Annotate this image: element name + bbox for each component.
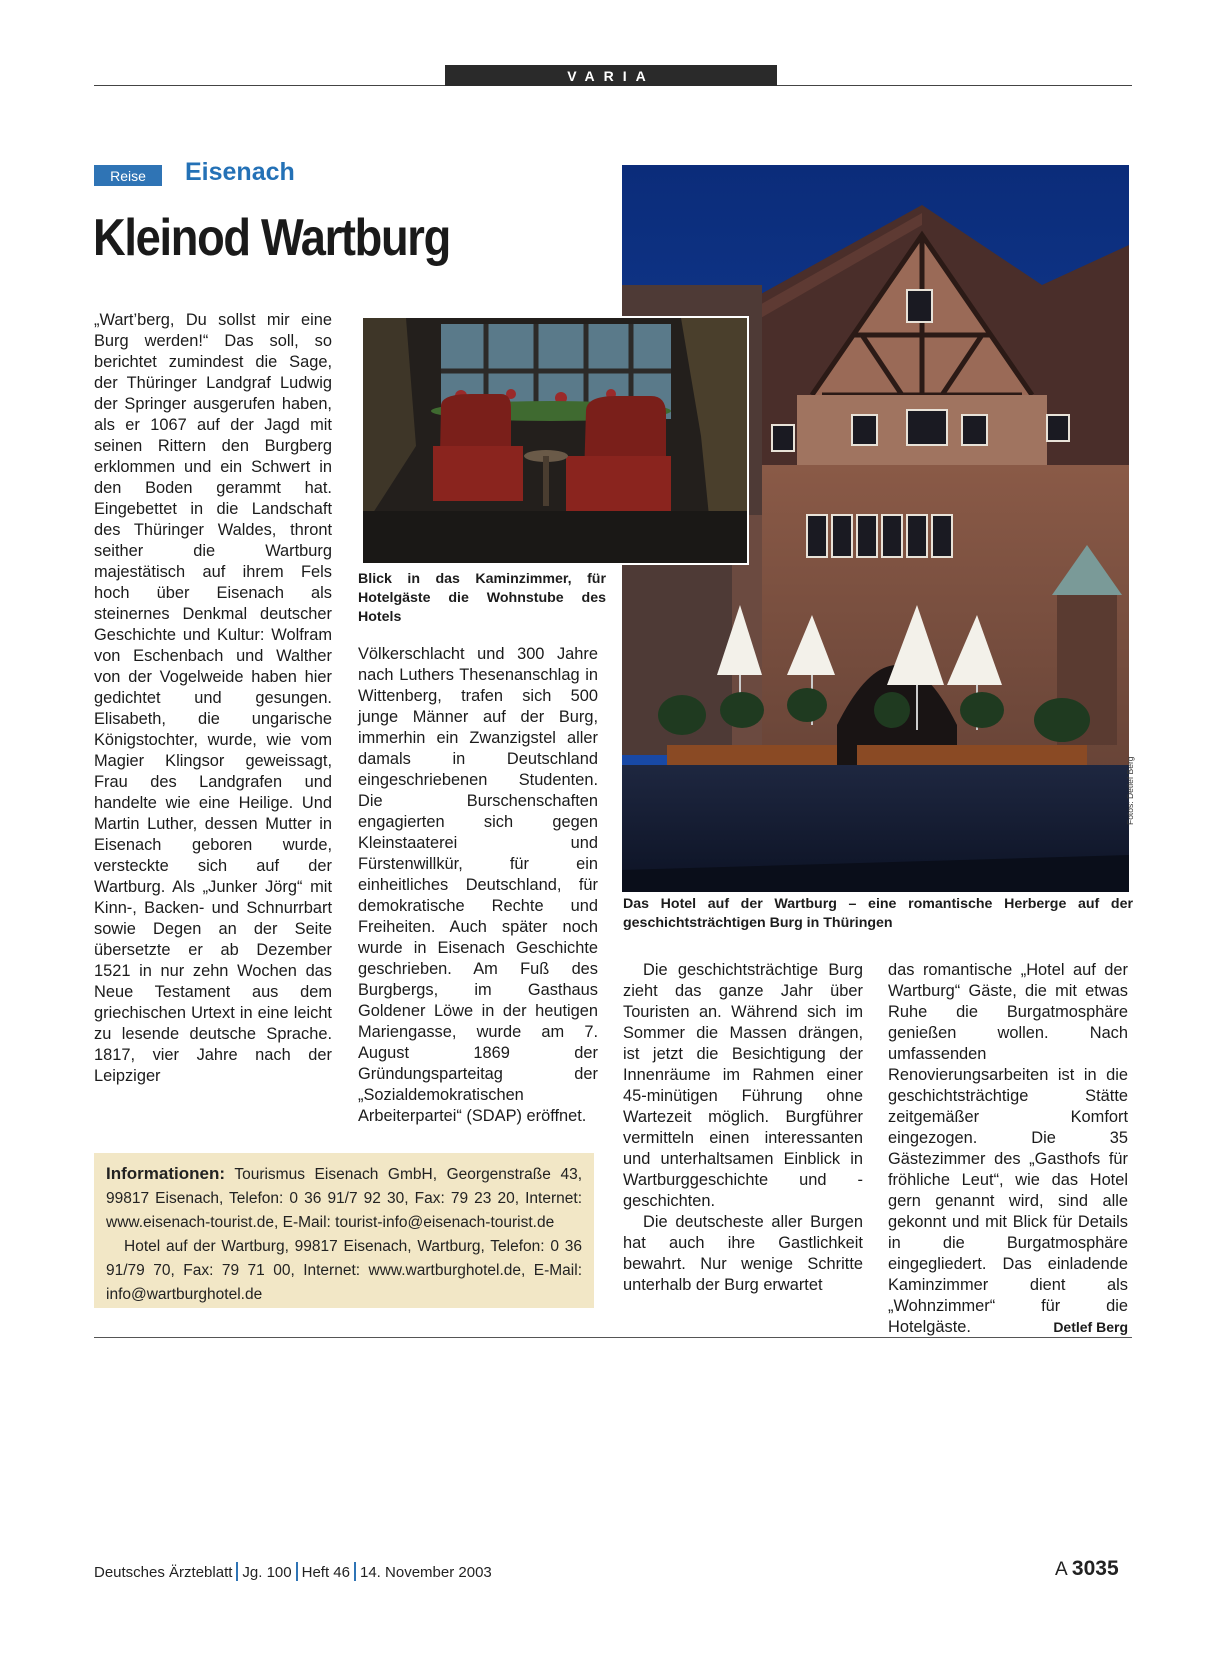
caption-fireplace-room: Blick in das Kaminzimmer, für Hotelgäste die Wohnstube des Hotels bbox=[358, 571, 606, 625]
author-signature: Detlef Berg bbox=[1053, 1319, 1128, 1335]
info-box bbox=[94, 1153, 594, 1308]
journal-issue: Heft 46 bbox=[301, 1564, 350, 1581]
article-column-3 bbox=[623, 960, 863, 1296]
journal-volume: Jg. 100 bbox=[242, 1564, 292, 1581]
footer-separator bbox=[236, 1562, 238, 1581]
info-hotel-text: Hotel auf der Wartburg, 99817 Eisenach, Wartburg, Telefon: 0 36 91/79 70, Fax: 79 71 00, Internet: www.wartburghotel.de, E-Mail: info@wartburghotel.de bbox=[106, 1238, 582, 1303]
info-label: Informationen: bbox=[106, 1164, 225, 1183]
fireplace-room-photo bbox=[361, 316, 749, 565]
paragraph bbox=[888, 960, 1128, 1338]
bottom-rule bbox=[94, 1337, 1132, 1338]
caption-hotel-facade: Das Hotel auf der Wartburg – eine romantische Herberge auf der geschichtsträchtigen Burg in Thüringen bbox=[623, 896, 1133, 931]
page-number bbox=[1055, 1557, 1119, 1581]
info-paragraph bbox=[106, 1162, 582, 1235]
photo-credit: Fotos: Detlef Berg bbox=[1125, 756, 1135, 825]
journal-name: Deutsches Ärzteblatt bbox=[94, 1564, 233, 1581]
issue-date: 14. November 2003 bbox=[360, 1564, 492, 1581]
paragraph: Völkerschlacht und 300 Jahre nach Luthers Thesenanschlag in Wittenberg, trafen sich 500 junge Männer auf der Burg, immerhin ein Zwanzigstel aller damals in Deutschland eingeschriebenen Studenten. Die Burschenschaften engagierten sich gegen Kleinstaaterei und Fürstenwillkür, für ein einheitliches Deutschland, für demokratische Rechte und Freiheiten. Auch später noch wurde in Eisenach Geschichte geschrieben. Am Fuß des Burgbergs, im Gasthaus Goldener Löwe in der heutigen Mariengasse, wurde am 7. August 1869 der Gründungsparteitag der „Sozialdemokratischen Arbeiterpartei“ (SDAP) eröffnet. bbox=[358, 645, 598, 1125]
section-tag: Reise bbox=[94, 165, 162, 186]
kicker-eisenach: Eisenach bbox=[185, 158, 295, 186]
page-footer bbox=[94, 1562, 492, 1581]
page-prefix: A bbox=[1055, 1559, 1067, 1580]
article-column-4 bbox=[888, 960, 1128, 1338]
paragraph: „Wart’berg, Du sollst mir eine Burg werden!“ Das soll, so berichtet zumindest die Sage, der Thüringer Landgraf Ludwig der Springer ausgerufen haben, als er 1067 auf der Jagd mit seinen Rittern den Burgberg erklommen und ein Schwert in den Boden gerammt hat. Eingebettet in die Landschaft des Thüringer Waldes, thront seither die Wartburg majestätisch auf ihrem Fels hoch über Eisenach als steinernes Denkmal deutscher Geschichte und Kultur: Wolfram von Eschenbach und Walther von der Vogelweide haben hier gedichtet und gesungen. Elisabeth, die ungarische Königstochter, wurde, wie vom Magier Klingsor geweissagt, Frau des Landgrafen und handelte wie eine Heilige. Und Martin Luther, dessen Mutter in Eisenach geboren wurde, versteckte sich auf der Wartburg. Als „Junker Jörg“ mit Kinn-, Backen- und Schnurrbart sowie Degen an der Seite übersetzte er ab Dezember 1521 in nur zehn Wochen das Neue Testament aus dem griechischen Urtext in eine leicht zu lesende deutsche Sprache. 1817, vier Jahre nach der Leipziger bbox=[94, 311, 332, 1085]
paragraph: Die geschichtsträchtige Burg zieht das ganze Jahr über Touristen an. Während sich im Sommer die Massen drängen, ist jetzt die Besichtigung der Innenräume im Rahmen einer 45-minütigen Führung ohne Wartezeit möglich. Burgführer vermitteln einen interessanten und unterhaltsamen Einblick in Wartburggeschichte und -geschichten. bbox=[623, 961, 863, 1210]
paragraph: Die deutscheste aller Burgen hat auch ihre Gastlichkeit bewahrt. Nur wenige Schritte unterhalb der Burg erwartet bbox=[623, 1213, 863, 1294]
footer-separator bbox=[296, 1562, 298, 1581]
section-header-bar: VARIA bbox=[445, 65, 777, 86]
article-column-1 bbox=[94, 310, 332, 1087]
page-number-value: 3035 bbox=[1071, 1557, 1119, 1580]
info-tourism-text: Tourismus Eisenach GmbH, Georgenstraße 43, 99817 Eisenach, Telefon: 0 36 91/7 92 30, Fax: 79 23 20, Internet: www.eisenach-tourist.de, E-Mail: tourist-info@eisenach-tourist.de bbox=[106, 1166, 583, 1231]
article-column-2 bbox=[358, 644, 598, 1127]
article-headline: Kleinod Wartburg bbox=[93, 209, 450, 267]
paragraph-text: das romantische „Hotel auf der Wartburg“ Gäste, die mit etwas Ruhe die Burgatmosphäre genießen wollen. Nach umfassenden Renovierungsarbeiten ist in die geschichtsträchtige Stätte zeitgemäßer Komfort eingezogen. Die 35 Gästezimmer des „Gasthofs für fröhliche Leut“, wie das Hotel gern genannt wird, sind alle gekonnt und mit Blick für Details in die Burgatmosphäre eingegliedert. Das einladende Kaminzimmer dient als „Wohnzimmer“ für die Hotelgäste. bbox=[888, 961, 1128, 1336]
footer-separator bbox=[354, 1562, 356, 1581]
